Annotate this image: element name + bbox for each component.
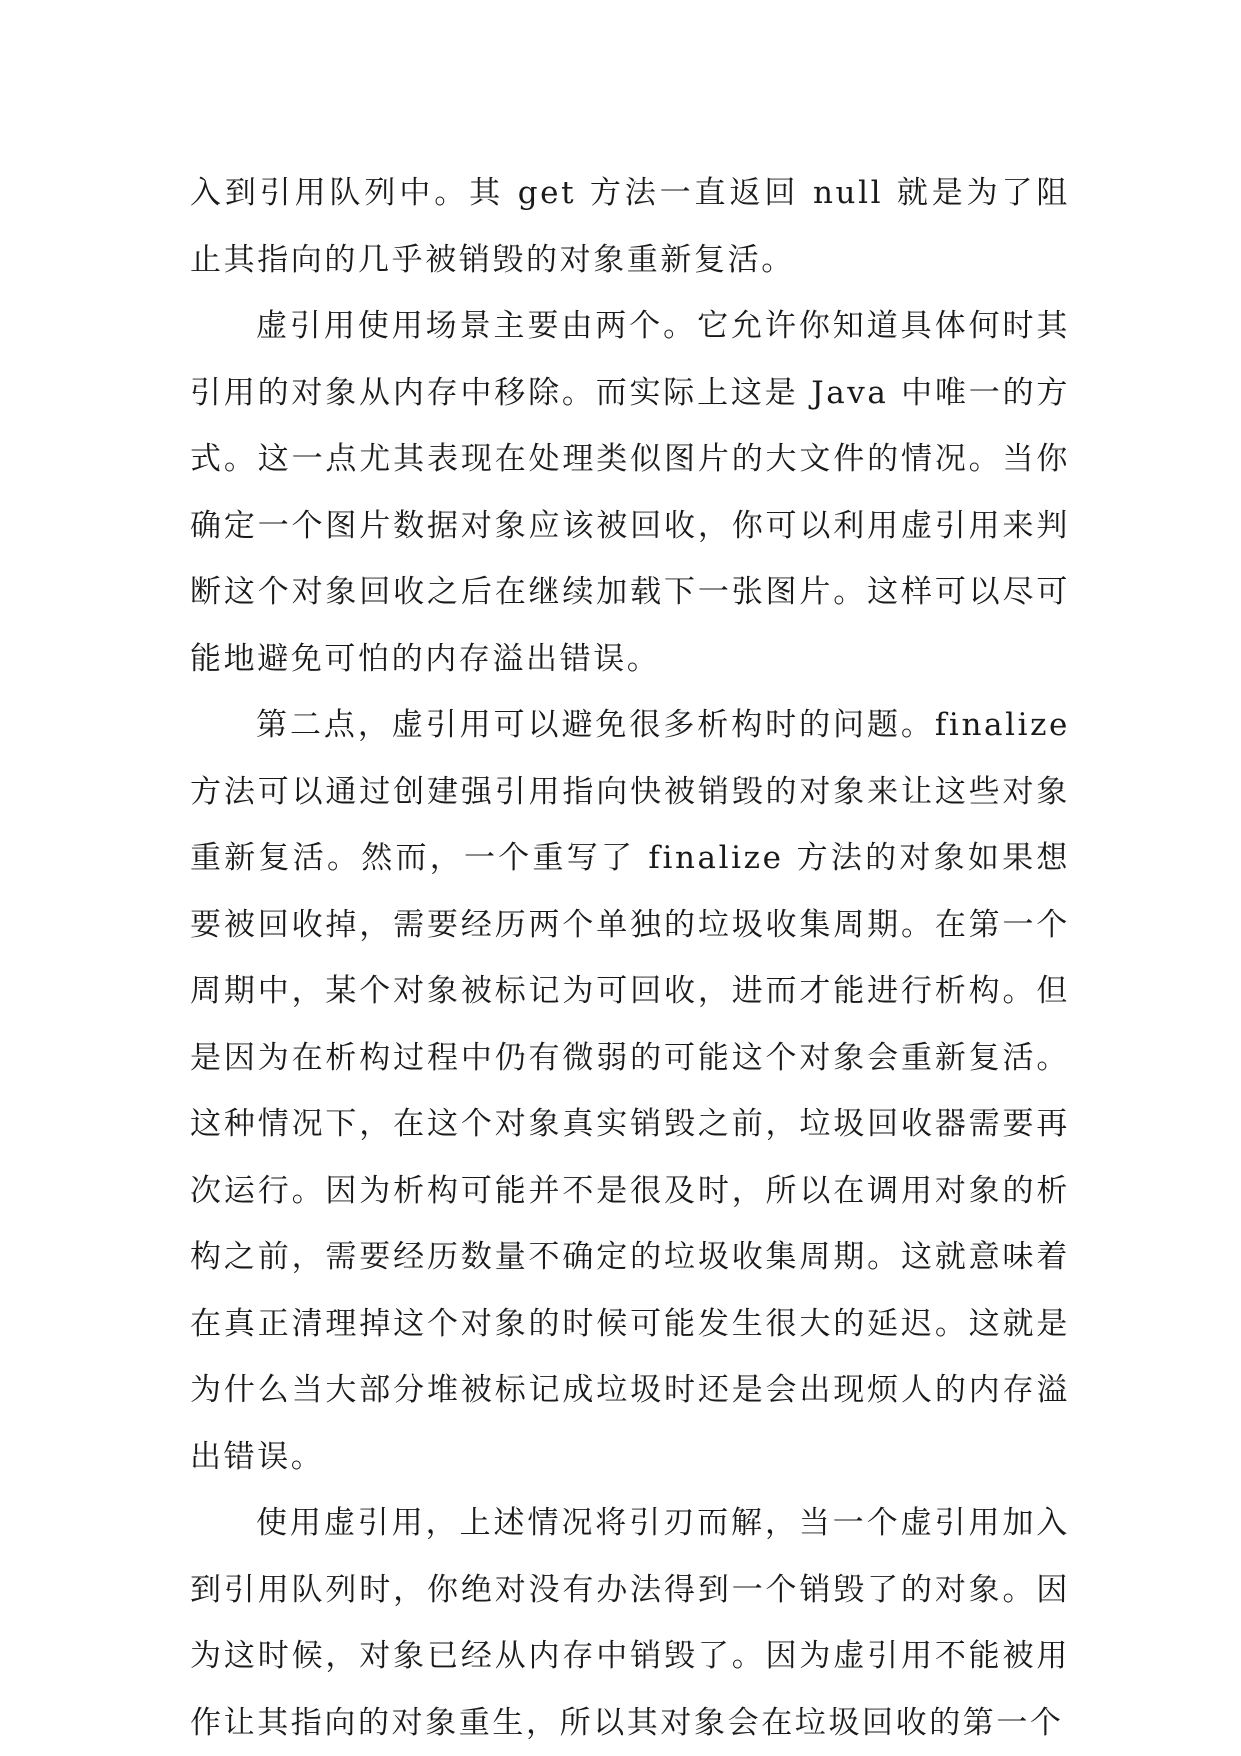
paragraph-usage-scenarios: 虚引用使用场景主要由两个。它允许你知道具体何时其引用的对象从内存中移除。而实际上这是 Java 中唯一的方式。这一点尤其表现在处理类似图片的大文件的情况。当你确定一个图片数据对象应该被回收，你可以利用虚引用来判断这个对象回收之后在继续加载下一张图片。这样可以尽可能地避免可怕的内存溢出错误。 xyxy=(190,308,1070,677)
document-body xyxy=(190,160,1070,1756)
paragraph-second-point: 第二点，虚引用可以避免很多析构时的问题。finalize 方法可以通过创建强引用指向快被销毁的对象来让这些对象重新复活。然而，一个重写了 finalize 方法的对象如果想要被回收掉，需要经历两个单独的垃圾收集周期。在第一个周期中，某个对象被标记为可回收，进而才能进行析构。但是因为在析构过程中仍有微弱的可能这个对象会重新复活。这种情况下，在这个对象真实销毁之前，垃圾回收器需要再次运行。因为析构可能并不是很及时，所以在调用对象的析构之前，需要经历数量不确定的垃圾收集周期。这就意味着在真正清理掉这个对象的时候可能发生很大的延迟。这就是为什么当大部分堆被标记成垃圾时还是会出现烦人的内存溢出错误。 xyxy=(190,707,1070,1475)
paragraph-continuation: 入到引用队列中。其 get 方法一直返回 null 就是为了阻止其指向的几乎被销毁的对象重新复活。 xyxy=(190,175,1070,278)
paragraph-using-phantom-references: 使用虚引用，上述情况将引刃而解，当一个虚引用加入到引用队列时，你绝对没有办法得到一个销毁了的对象。因为这时候，对象已经从内存中销毁了。因为虚引用不能被用作让其指向的对象重生，所以其对象会在垃圾回收的第一个 xyxy=(190,1505,1070,1741)
